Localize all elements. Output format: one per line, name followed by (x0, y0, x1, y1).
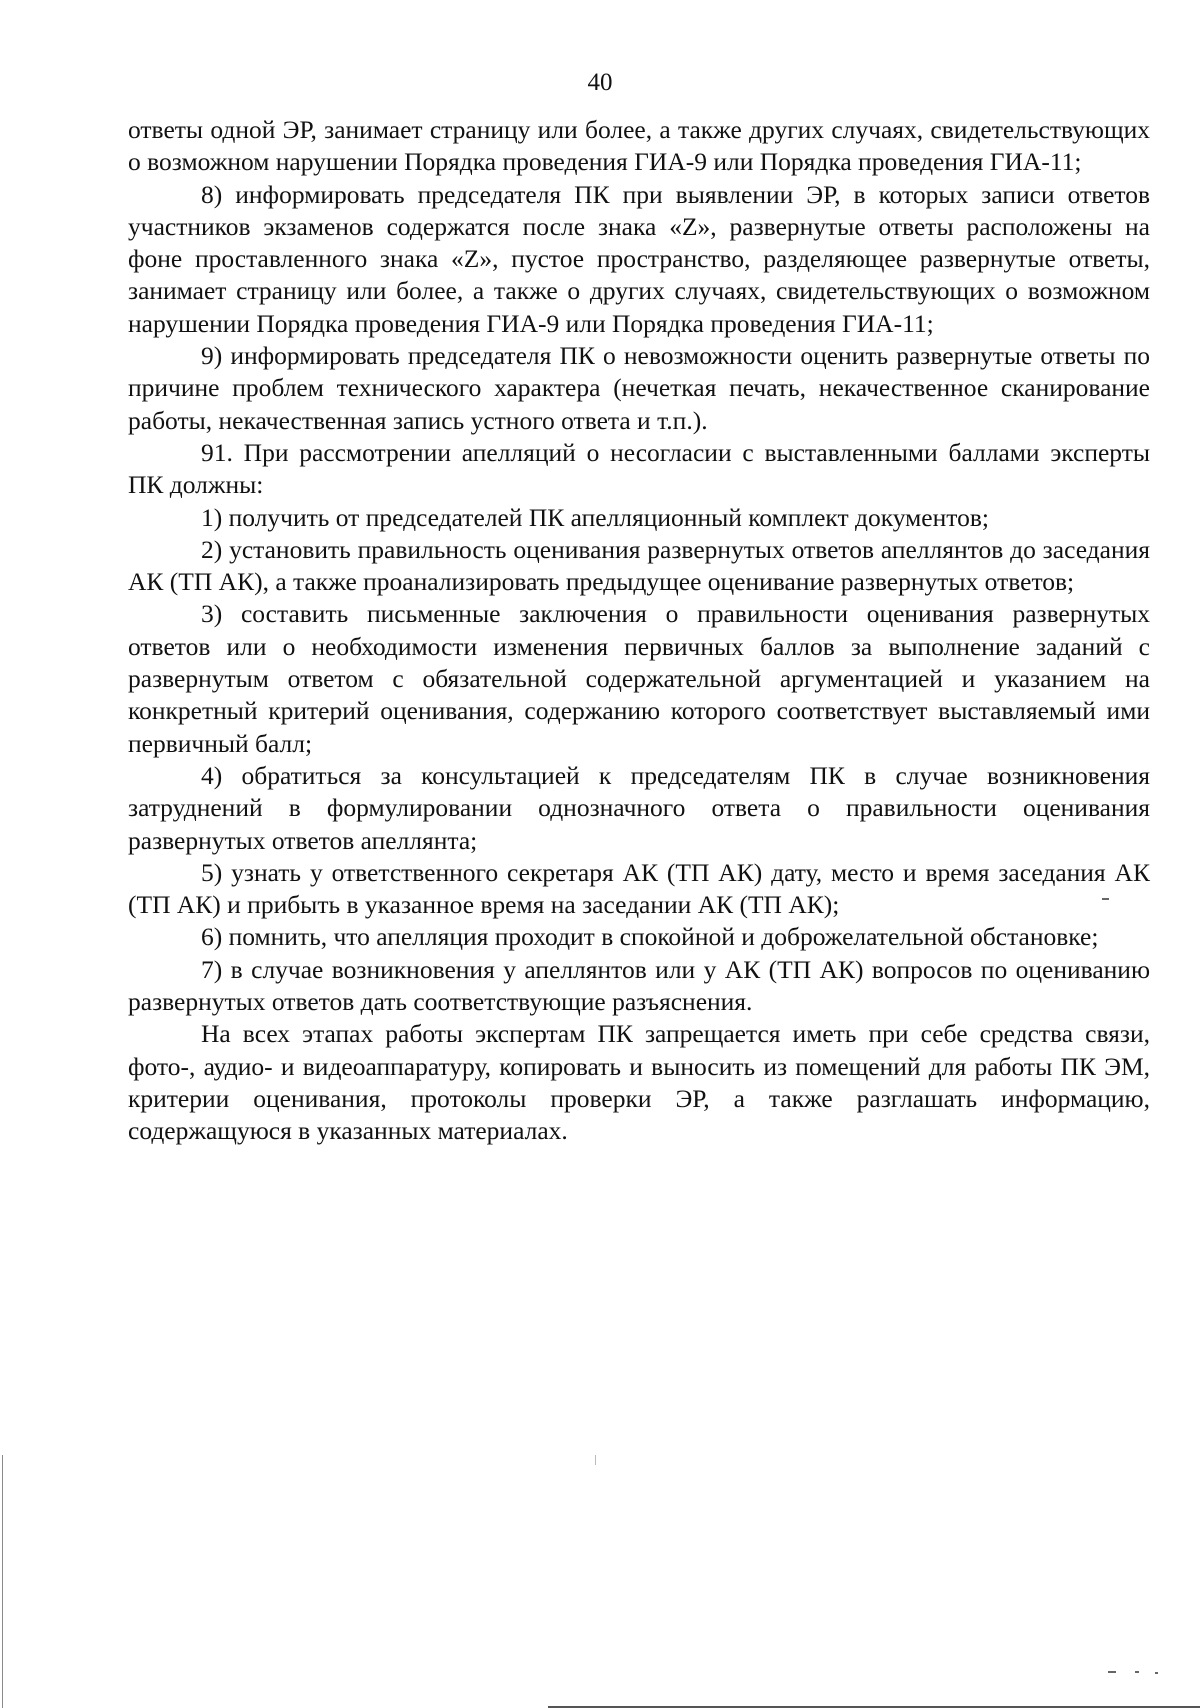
paragraph-item-6: 6) помнить, что апелляция проходит в спокойной и доброжелательной обстановке; (201, 922, 1099, 952)
paragraph-item-1: 1) получить от председателей ПК апелляционный комплект документов; (201, 502, 989, 532)
scan-speck (1155, 1672, 1158, 1674)
paragraph-item-4: 4) обратиться за консультацией к председателям ПК в случае возникновения затруднений в формулировании однозначного ответа о правильности оценивания развернутых ответов апеллянта; (128, 760, 1150, 855)
scan-speck (1102, 898, 1109, 900)
paragraph-item-5: 5) узнать у ответственного секретаря АК (ТП АК) дату, место и время заседания АК (ТП АК) и прибыть в указанное время на заседании АК (ТП АК); (128, 857, 1150, 920)
paragraph-item-2: 2) установить правильность оценивания развернутых ответов апеллянтов до заседания АК (ТП АК), а также проанализировать предыдущее оценивание развернутых ответов; (128, 534, 1150, 597)
paragraph-section-91: 91. При рассмотрении апелляций о несогласии с выставленными баллами эксперты ПК должны: (128, 437, 1150, 500)
paragraph-prohibition: На всех этапах работы экспертам ПК запрещается иметь при себе средства связи, фото-, аудио- и видеоаппаратуру, копировать и выносить из помещений для работы ПК ЭМ, критерии оценивания, протоколы проверки ЭР, а также разглашать информацию, содержащуюся в указанных материалах. (128, 1019, 1150, 1146)
paragraph-continuation: ответы одной ЭР, занимает страницу или более, а также других случаях, свидетельствующих о возможном нарушении Порядка проведения ГИА-9 или Порядка проведения ГИА-11; (128, 115, 1150, 177)
scan-speck (1135, 1671, 1139, 1673)
paragraph-item-9: 9) информировать председателя ПК о невозможности оценить развернутые ответы по причине проблем технического характера (нечеткая печать, некачественное сканирование работы, некачественная запись устного ответа и т.п.). (128, 341, 1150, 435)
scan-speck (595, 1455, 596, 1465)
paragraph-item-7: 7) в случае возникновения у апеллянтов или у АК (ТП АК) вопросов по оцениванию развернутых ответов дать соответствующие разъяснения. (128, 954, 1150, 1017)
page-number: 40 (587, 69, 613, 96)
paragraph-item-8: 8) информировать председателя ПК при выявлении ЭР, в которых записи ответов участников экзаменов содержатся после знака «Z», развернутые ответы расположены на фоне проставленного знака «Z», пустое пространство, разделяющее развернутые ответы, занимает страницу или более, а также о других случаях, свидетельствующих о возможном нарушении Порядка проведения ГИА-9 или Порядка проведения ГИА-11; (128, 179, 1150, 338)
scan-edge-left (2, 1455, 3, 1708)
paragraph-item-3: 3) составить письменные заключения о правильности оценивания развернутых ответов или о необходимости изменения первичных баллов за выполнение заданий с развернутым ответом с обязательной содержательной аргументацией и указанием на конкретный критерий оценивания, содержанию которого соответствует выставляемый ими первичный балл; (128, 599, 1150, 758)
scan-speck (1108, 1671, 1116, 1673)
document-body (128, 114, 1150, 1148)
